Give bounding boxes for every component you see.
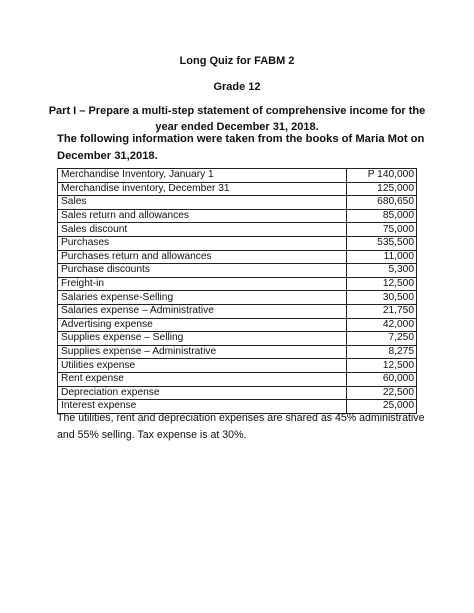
amount-cell: 42,000 [347, 318, 417, 332]
table-row [58, 182, 417, 196]
table-row [58, 345, 417, 359]
amount-cell: 535,500 [347, 236, 417, 250]
account-balances-table [57, 168, 417, 414]
amount-cell: 12,500 [347, 359, 417, 373]
account-name-cell: Advertising expense [58, 318, 347, 332]
grade-level: Grade 12 [213, 81, 261, 93]
table-row [58, 304, 417, 318]
part-heading: Part I – Prepare a multi-step statement of comprehensive income for the year ended December 31, 2018. [48, 105, 426, 133]
account-name-cell: Purchases [58, 236, 347, 250]
table-body [58, 169, 417, 414]
amount-cell: 125,000 [347, 182, 417, 196]
account-name-cell: Depreciation expense [58, 386, 347, 400]
amount-cell: 21,750 [347, 304, 417, 318]
account-name-cell: Supplies expense – Administrative [58, 345, 347, 359]
account-name-cell: Purchase discounts [58, 264, 347, 278]
table-row [58, 209, 417, 223]
amount-cell: 85,000 [347, 209, 417, 223]
amount-cell: 30,500 [347, 291, 417, 305]
account-name-cell: Rent expense [58, 372, 347, 386]
table-row [58, 236, 417, 250]
table-row [58, 196, 417, 210]
document-title: Long Quiz for FABM 2 [179, 55, 295, 67]
table-row [58, 318, 417, 332]
amount-cell: 75,000 [347, 223, 417, 237]
account-name-cell: Salaries expense – Administrative [58, 304, 347, 318]
table-row [58, 359, 417, 373]
account-name-cell: Purchases return and allowances [58, 250, 347, 264]
account-name-cell: Supplies expense – Selling [58, 332, 347, 346]
account-name-cell: Merchandise inventory, December 31 [58, 182, 347, 196]
amount-cell: 60,000 [347, 372, 417, 386]
account-name-cell: Salaries expense-Selling [58, 291, 347, 305]
table-row [58, 332, 417, 346]
amount-cell: 11,000 [347, 250, 417, 264]
table-row [58, 250, 417, 264]
account-name-cell: Sales discount [58, 223, 347, 237]
account-name-cell: Sales return and allowances [58, 209, 347, 223]
amount-cell: 12,500 [347, 277, 417, 291]
amount-cell: 8,275 [347, 345, 417, 359]
amount-cell: 5,300 [347, 264, 417, 278]
table-row [58, 264, 417, 278]
information-intro: The following information were taken from the books of Maria Mot on December 31,2018. [57, 133, 425, 162]
amount-cell: 680,650 [347, 196, 417, 210]
table-row [58, 372, 417, 386]
account-name-cell: Freight-in [58, 277, 347, 291]
account-name-cell: Utilities expense [58, 359, 347, 373]
amount-cell: 22,500 [347, 386, 417, 400]
table-row [58, 291, 417, 305]
table-row [58, 277, 417, 291]
account-name-cell: Sales [58, 196, 347, 210]
table-row [58, 169, 417, 183]
amount-cell: 25,000 [347, 400, 417, 414]
allocation-note: The utilities, rent and depreciation expenses are shared as 45% administrative and 55% selling. Tax expense is at 30%. [57, 412, 425, 441]
table-row [58, 223, 417, 237]
account-name-cell: Merchandise Inventory, January 1 [58, 169, 347, 183]
table-row [58, 386, 417, 400]
amount-cell: 7,250 [347, 332, 417, 346]
amount-cell: P 140,000 [347, 169, 417, 183]
account-name-cell: Interest expense [58, 400, 347, 414]
